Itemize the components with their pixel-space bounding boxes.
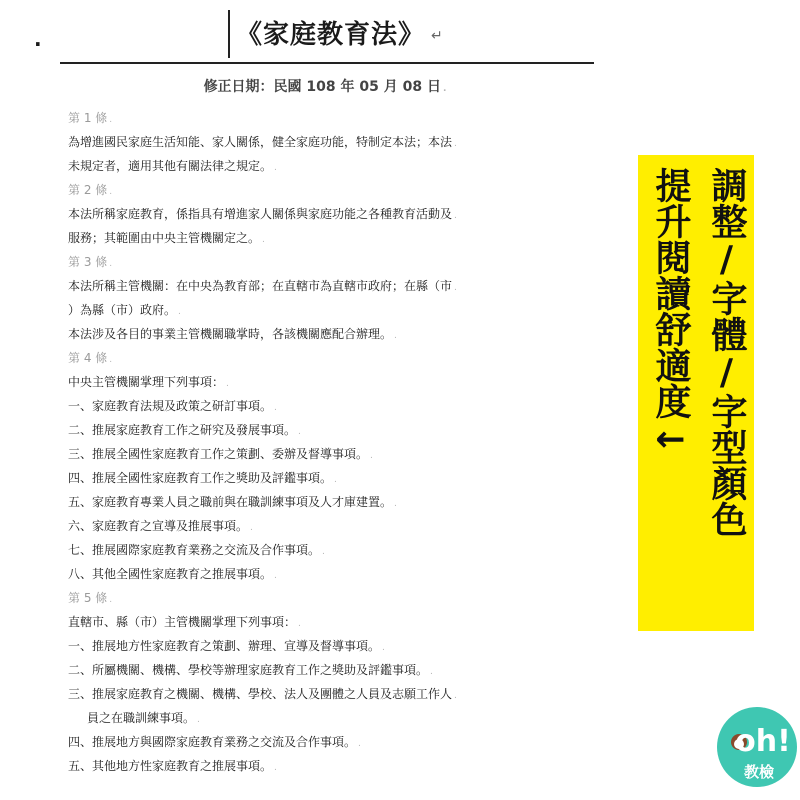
paragraph-mark: . [454, 139, 457, 149]
document-title [236, 14, 444, 51]
paragraph-mark: . [109, 355, 113, 365]
paragraph-mark: . [274, 403, 277, 413]
logo-sub-text: 教檢 [743, 763, 775, 781]
text-line [68, 322, 613, 346]
title-text: 《家庭教育法》 [236, 20, 426, 50]
line-text: 員之在職訓練事項。 [87, 711, 196, 725]
text-line [68, 538, 613, 562]
text-line [68, 130, 613, 154]
text-line [68, 658, 613, 682]
text-line [68, 202, 613, 226]
logo-main-text: oh! [735, 724, 791, 759]
line-text: 本法所稱主管機關：在中央為教育部；在直轄市為直轄市政府；在縣（市 [68, 279, 453, 293]
paragraph-mark: . [394, 331, 397, 341]
paragraph-mark: . [358, 739, 361, 749]
title-rule [60, 62, 594, 64]
paragraph-mark: . [109, 115, 113, 125]
line-text: 四、推展全國性家庭教育工作之獎助及評鑑事項。 [68, 471, 333, 485]
paragraph-mark: . [298, 619, 301, 629]
paragraph-mark: . [274, 763, 277, 773]
revision-date [0, 76, 650, 96]
revision-text: 修正日期：民國 108 年 05 月 08 日 [203, 79, 441, 95]
text-line [68, 562, 613, 586]
banner-text-adjust: 調整/字體/字型顏色 [706, 167, 747, 537]
article-heading [68, 250, 613, 274]
return-mark-icon: ↵ [431, 27, 444, 44]
paragraph-mark: . [109, 187, 113, 197]
line-text: 未規定者，適用其他有關法律之規定。 [68, 159, 273, 173]
line-text: 第 2 條 [68, 183, 108, 197]
paragraph-mark: . [334, 475, 337, 485]
line-text: ）為縣（市）政府。 [68, 303, 177, 317]
paragraph-mark: . [454, 691, 457, 701]
text-line [68, 514, 613, 538]
article-heading [68, 586, 613, 610]
line-text: 為增進國民家庭生活知能、家人關係，健全家庭功能，特制定本法；本法 [68, 135, 453, 149]
text-line [68, 394, 613, 418]
text-line [68, 274, 613, 298]
line-text: 三、推展全國性家庭教育工作之策劃、委辦及督導事項。 [68, 447, 369, 461]
paragraph-mark: . [226, 379, 229, 389]
paragraph-mark: . [109, 595, 113, 605]
line-text: 直轄市、縣（市）主管機關掌理下列事項： [68, 615, 297, 629]
line-text: 八、其他全國性家庭教育之推展事項。 [68, 567, 273, 581]
paragraph-mark: . [197, 715, 200, 725]
text-line [68, 226, 613, 250]
paragraph-mark: . [262, 235, 265, 245]
bullet-dot: · [34, 32, 42, 56]
paragraph-mark: . [178, 307, 181, 317]
text-line [68, 466, 613, 490]
article-heading [68, 346, 613, 370]
paragraph-mark: . [454, 283, 457, 293]
paragraph-mark: . [394, 499, 397, 509]
line-text: 三、推展家庭教育之機關、機構、學校、法人及團體之人員及志願工作人 [68, 687, 453, 701]
paragraph-mark: . [274, 571, 277, 581]
line-text: 五、其他地方性家庭教育之推展事項。 [68, 759, 273, 773]
text-line [68, 634, 613, 658]
paragraph-mark: . [274, 163, 277, 173]
line-text: 七、推展國際家庭教育業務之交流及合作事項。 [68, 543, 321, 557]
line-text: 中央主管機關掌理下列事項： [68, 375, 225, 389]
paragraph-mark: . [443, 84, 447, 94]
text-line [68, 754, 613, 778]
text-line [68, 706, 613, 730]
text-line [68, 154, 613, 178]
line-text: 一、家庭教育法規及政策之研訂事項。 [68, 399, 273, 413]
text-line [68, 490, 613, 514]
text-line [68, 370, 613, 394]
paragraph-mark: . [454, 211, 457, 221]
article-heading [68, 106, 613, 130]
line-text: 一、推展地方性家庭教育之策劃、辦理、宣導及督導事項。 [68, 639, 381, 653]
paragraph-mark: . [298, 427, 301, 437]
text-line [68, 610, 613, 634]
law-text [68, 106, 613, 778]
line-text: 四、推展地方與國際家庭教育業務之交流及合作事項。 [68, 735, 357, 749]
banner-text-comfort: 提升閱讀舒適度← [650, 167, 691, 460]
line-text: 服務；其範圍由中央主管機關定之。 [68, 231, 261, 245]
line-text: 本法涉及各目的事業主管機關職掌時，各該機關應配合辦理。 [68, 327, 393, 341]
line-text: 二、推展家庭教育工作之研究及發展事項。 [68, 423, 297, 437]
line-text: 本法所稱家庭教育，係指具有增進家人關係與家庭功能之各種教育活動及 [68, 207, 453, 221]
line-text: 第 3 條 [68, 255, 108, 269]
logo [715, 705, 799, 789]
text-line [68, 418, 613, 442]
paragraph-mark: . [430, 667, 433, 677]
paragraph-mark: . [382, 643, 385, 653]
line-text: 第 4 條 [68, 351, 108, 365]
line-text: 第 1 條 [68, 111, 108, 125]
text-line [68, 682, 613, 706]
paragraph-mark: . [370, 451, 373, 461]
title-divider [228, 10, 230, 58]
paragraph-mark: . [322, 547, 325, 557]
text-line [68, 730, 613, 754]
callout-banner [638, 155, 754, 631]
article-heading [68, 178, 613, 202]
line-text: 二、所屬機關、機構、學校等辦理家庭教育工作之獎助及評鑑事項。 [68, 663, 429, 677]
text-line [68, 298, 613, 322]
line-text: 六、家庭教育之宣導及推展事項。 [68, 519, 249, 533]
paragraph-mark: . [250, 523, 253, 533]
paragraph-mark: . [109, 259, 113, 269]
line-text: 五、家庭教育專業人員之職前與在職訓練事項及人才庫建置。 [68, 495, 393, 509]
line-text: 第 5 條 [68, 591, 108, 605]
text-line [68, 442, 613, 466]
